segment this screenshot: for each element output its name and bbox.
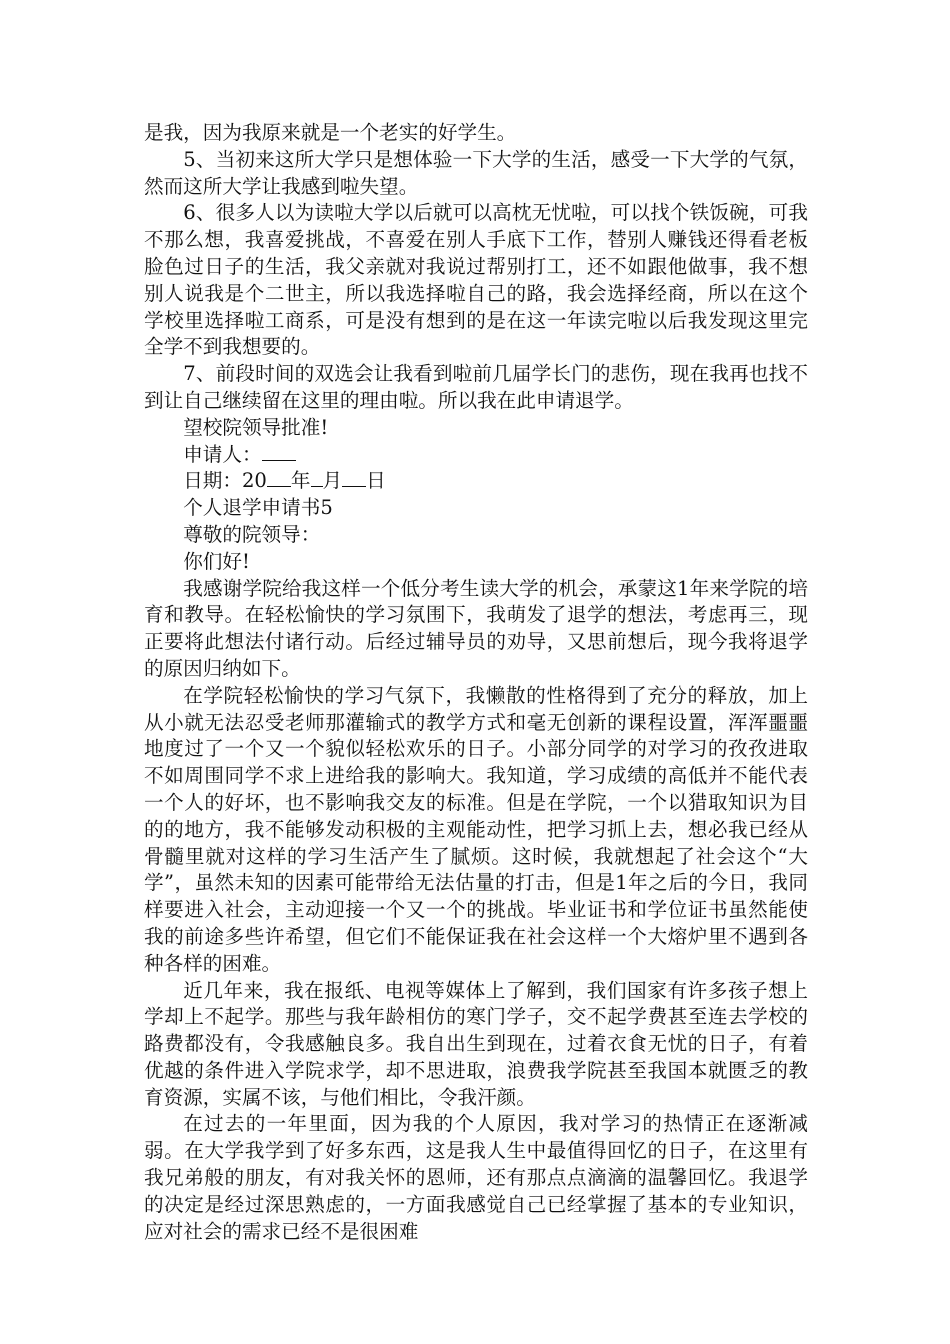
date-year: 年 xyxy=(290,469,311,493)
paragraph-thanks: 我感谢学院给我这样一个低分考生读大学的机会，承蒙这1年来学院的培育和教导。在轻松愉快的学习氛围下，我萌发了退学的想法，考虑再三，现正要将此想法付诸行动。后经过辅导员的劝导，又思前想后，现今我将退学的原因归纳如下。 xyxy=(144,576,808,680)
date-day: 日 xyxy=(366,469,386,493)
paragraph-past-year: 在过去的一年里面，因为我的个人原因，我对学习的热情正在逐渐减弱。在大学我学到了好多东西，这是我人生中最值得回忆的日子，在这里有我兄弟般的朋友，有对我关怀的恩师，还有那点点滴滴的温馨回忆。我退学的决定是经过深思熟虑的，一方面我感觉自己已经掌握了基本的专业知识，应对社会的需求已经不是很困难 xyxy=(144,1112,808,1243)
document-page xyxy=(144,120,808,1245)
day-blank xyxy=(342,469,366,488)
paragraph-reason-7: 7、前段时间的双选会让我看到啦前几届学长门的悲伤，现在我再也找不到让自己继续留在这里的理由啦。所以我在此申请退学。 xyxy=(144,362,808,412)
applicant-line xyxy=(144,442,808,469)
paragraph-continued: 是我，因为我原来就是一个老实的好学生。 xyxy=(144,121,517,144)
year-blank xyxy=(267,469,291,488)
salutation: 尊敬的院领导： xyxy=(183,522,321,546)
applicant-blank xyxy=(262,442,296,461)
paragraph-reason-5: 5、当初来这所大学只是想体验一下大学的生活，感受一下大学的气氛，然而这所大学让我感到啦失望。 xyxy=(144,147,808,198)
approval-request: 望校院领导批准! xyxy=(183,415,329,439)
applicant-label: 申请人： xyxy=(183,442,262,466)
paragraph-media: 近几年来，我在报纸、电视等媒体上了解到，我们国家有许多孩子想上学却上不起学。那些与我年龄相仿的寒门学子，交不起学费甚至连去学校的路费都没有，令我感触良多。我自出生到现在，过着衣食无忧的日子，有着优越的条件进入学院求学，却不思进取，浪费我学院甚至我国本就匮乏的教育资源，实属不该，与他们相比，令我汗颜。 xyxy=(144,978,808,1109)
greeting: 你们好! xyxy=(183,549,250,573)
date-label: 日期：20 xyxy=(183,469,267,493)
section-title: 个人退学申请书5 xyxy=(183,496,333,520)
date-line xyxy=(144,468,808,495)
paragraph-reason-6: 6、很多人以为读啦大学以后就可以高枕无忧啦，可以找个铁饭碗，可我不那么想，我喜爱挑战，不喜爱在别人手底下工作，替别人赚钱还得看老板脸色过日子的生活，我父亲就对我说过帮别打工，还不如跟他做事，我不想别人说我是个二世主，所以我选择啦自己的路，我会选择经商，所以在这个学校里选择啦工商系，可是没有想到的是在这一年读完啦以后我发现这里完全学不到我想要的。 xyxy=(144,201,808,359)
month-blank xyxy=(311,469,323,488)
paragraph-learning-atmosphere: 在学院轻松愉快的学习气氛下，我懒散的性格得到了充分的释放，加上从小就无法忍受老师那灌输式的教学方式和毫无创新的课程设置，浑浑噩噩地度过了一个又一个貌似轻松欢乐的日子。小部分同学的对学习的孜孜进取不如周围同学不求上进给我的影响大。我知道，学习成绩的高低并不能代表一个人的好坏，也不影响我交友的标准。但是在学院，一个以猎取知识为目的的地方，我不能够发动积极的主观能动性，把学习抓上去，想必我已经从骨髓里就对这样的学习生活产生了腻烦。这时候，我就想起了社会这个“大学”，虽然未知的因素可能带给无法估量的打击，但是1年之后的今日，我同样要进入社会，主动迎接一个又一个的挑战。毕业证书和学位证书虽然能使我的前途多些许希望，但它们不能保证我在社会这样一个大熔炉里不遇到各种各样的困难。 xyxy=(144,683,808,975)
date-month: 月 xyxy=(322,469,343,493)
